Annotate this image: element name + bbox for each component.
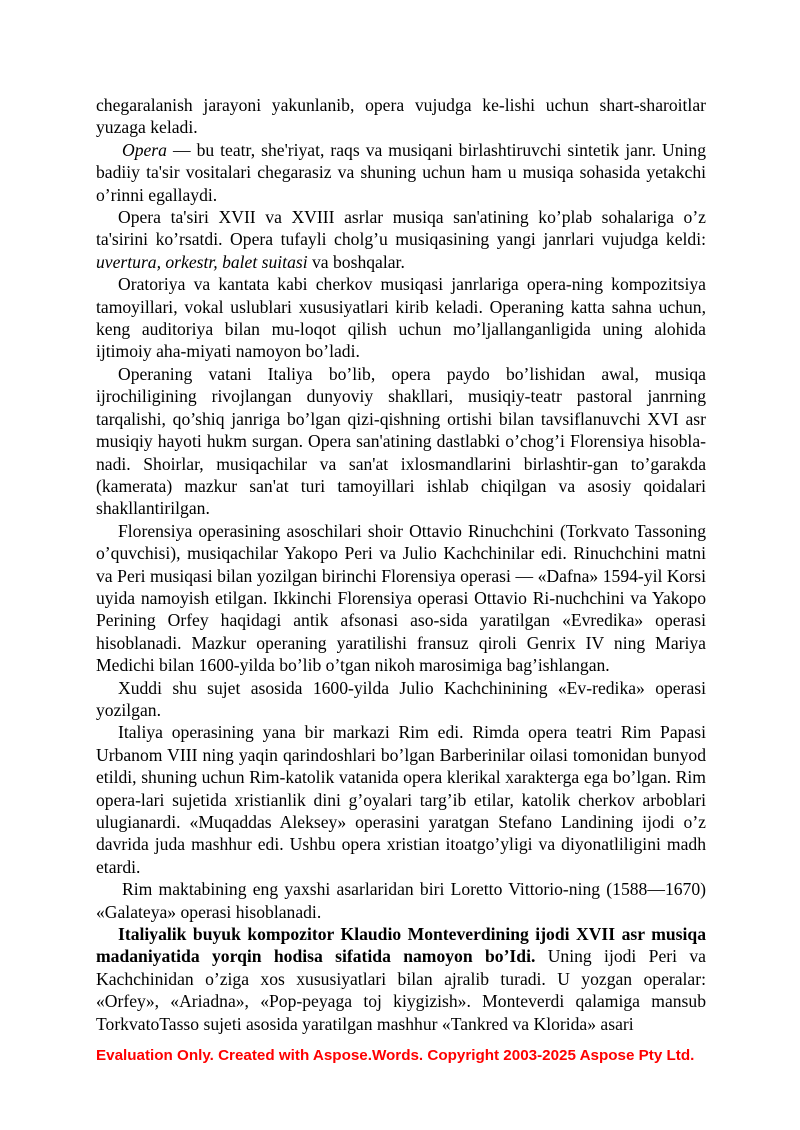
paragraph-3-italic: uvertura, orkestr, balet suitasi <box>96 251 308 272</box>
paragraph-6-text: Florensiya operasining asoschilari shoir Ottavio Rinuchchini (Torkvato Tassoning o’quvchisi), musiqachilar Yakopo Peri va Julio Kachchinilar edi. Rinuchchini matni va Peri musiqasi bilan yozilgan birinchi Florensiya operasi — «Dafna» 1594-yil Korsi uyida namoyish etilgan. Ikkinchi Florensiya operasi Ottavio Ri-nuchchini va Yakopo Perining Orfey haqidagi antik afsonasi aso-sida yaratilgan «Evredika» operasi hisoblanadi. Mazkur operaning yaratilishi fransuz qiroli Genrix IV ning Mariya Medichi bilan 1600-yilda bo’lib o’tgan nikoh marosimiga bag’ishlangan. <box>96 520 706 676</box>
opera-term: Opera <box>122 139 167 160</box>
paragraph-4-text: Oratoriya va kantata kabi cherkov musiqasi janrlariga opera-ning kompozitsiya tamoyillari, vokal uslublari xususiyatlari kirib keladi. Operaning katta sahna uchun, keng auditoriya bilan mu-loqot qilish uchun mo’ljallanganligida uning alohida ijtimoiy aha-miyati namoyon bo’ladi. <box>96 274 706 362</box>
paragraph-10-bold: Italiyalik buyuk kompozitor Klaudio Monteverdining ijodi XVII asr musiqa madaniyatida yorqin hodisa sifatida namoyon bo’Idi. <box>96 924 706 967</box>
document-page <box>96 94 706 1035</box>
paragraph-10-text: Uning ijodi Peri va Kachchinidan o’ziga xos xususiyatlari bilan ajralib turadi. U yozgan operalar: «Orfey», «Ariadna», «Pop-peyaga toj kiygizish». Monteverdi qalamiga mansub TorkvatoTasso sujeti asosida yaratilgan mashhur «Tankred va Klorida» asari <box>96 946 706 1034</box>
paragraph-1-text: chegaralanish jarayoni yakunlanib, opera vujudga ke-lishi uchun shart-sharoitlar yuzaga keladi. <box>96 95 706 138</box>
paragraph-3 <box>96 206 706 273</box>
paragraph-7-text: Xuddi shu sujet asosida 1600-yilda Julio Kachchinining «Ev-redika» operasi yozilgan. <box>96 677 706 720</box>
paragraph-2-text: — bu teatr, she'riyat, raqs va musiqani birlashtiruvchi sintetik janr. Uning badiiy ta'sir vositalari chegarasiz va shuning uchun ham u musiqa sohasida yetakchi o’rinni egallaydi. <box>96 139 706 205</box>
paragraph-3-tail: va boshqalar. <box>307 251 405 272</box>
paragraph-5 <box>96 363 706 520</box>
paragraph-9 <box>96 878 706 923</box>
paragraph-8 <box>96 721 706 878</box>
evaluation-watermark: Evaluation Only. Created with Aspose.Words. Copyright 2003-2025 Aspose Pty Ltd. <box>96 1047 695 1064</box>
paragraph-1 <box>96 94 706 139</box>
paragraph-7 <box>96 677 706 722</box>
paragraph-3-text: Opera ta'siri XVII va XVIII asrlar musiqa san'atining ko’plab sohalariga o’z ta'sirini ko’rsatdi. Opera tufayli cholg’u musiqasining yangi janrlari vujudga keldi: <box>96 207 706 250</box>
paragraph-2 <box>96 139 706 206</box>
paragraph-9-text: Rim maktabining eng yaxshi asarlaridan biri Loretto Vittorio-ning (1588—1670) «Galateya» operasi hisoblanadi. <box>96 879 706 922</box>
paragraph-6 <box>96 520 706 677</box>
paragraph-8-text: Italiya operasining yana bir markazi Rim edi. Rimda opera teatri Rim Papasi Urbanom VIII ning yaqin qarindoshlari bo’lgan Barberinilar oilasi tomonidan bunyod etildi, shuning uchun Rim-katolik vatanida opera klerikal xarakterga ega bo’lgan. Rim opera-lari sujetida xristianlik dini g’oyalari targ’ib etilar, katolik cherkov arboblari ulugianardi. «Muqaddas Aleksey» operasini yaratgan Stefano Landining ijodi o’z davrida juda mashhur edi. Ushbu opera xristian itoatgo’yligi va diyonatliligini madh etardi. <box>96 722 706 877</box>
paragraph-4 <box>96 273 706 363</box>
paragraph-5-text: Operaning vatani Italiya bo’lib, opera paydo bo’lishidan awal, musiqa ijrochiligining rivojlangan dunyoviy shakllari, musiqiy-teatr pastoral janrning tarqalishi, qo’shiq janriga bo’lgan qizi-qishning ortishi bilan tavsiflanuvchi XVI asr musiqiy hayoti hukm surgan. Opera san'atining dastlabki o’chog’i Florensiya hisobla-nadi. Shoirlar, musiqachilar va san'at ixlosmandlarini birlashtir-gan to’garakda (kamerata) mazkur san'at turi tamoyillari ishlab chiqilgan va asosiy qoidalari shakllantirilgan. <box>96 363 706 519</box>
paragraph-10 <box>96 923 706 1035</box>
